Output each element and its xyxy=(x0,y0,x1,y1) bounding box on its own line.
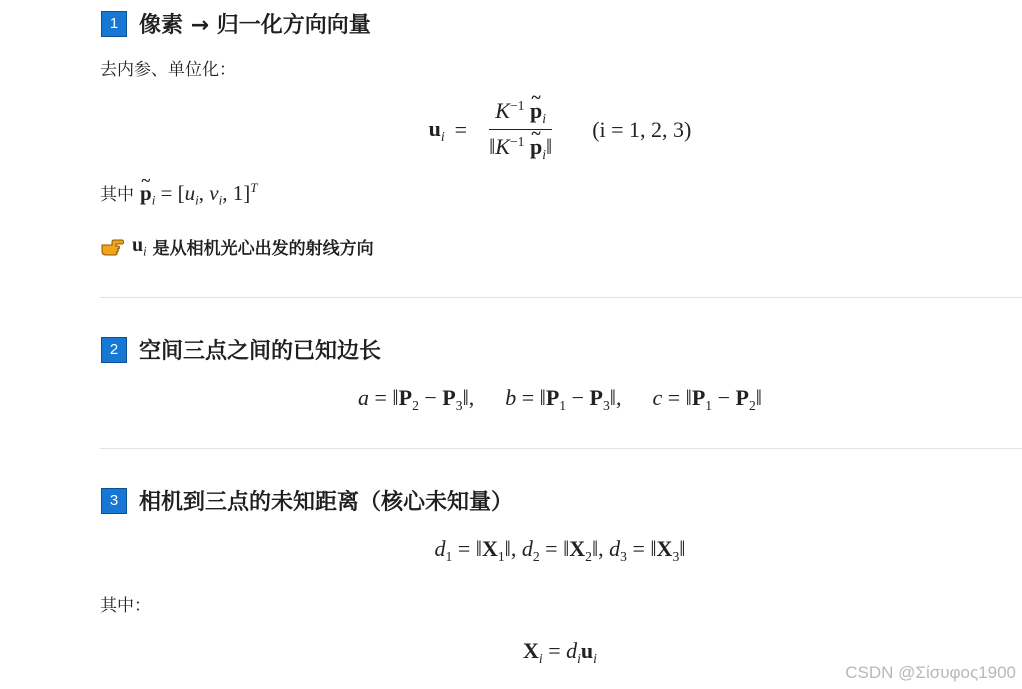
pointing-hand-icon xyxy=(100,237,124,257)
section-1-heading xyxy=(101,8,371,39)
where-label: 其中： xyxy=(100,596,151,616)
pixel-definition: 其中 ~ $p_i = [u_i$, $v_i$, 1]$^T$ xyxy=(100,180,257,209)
index-condition: (i = 1, 2, 3) xyxy=(592,117,692,142)
where-label: 其中 xyxy=(100,185,134,205)
point-position-equation: $X_i = d_iu_i$ xyxy=(523,637,597,666)
section-2-heading xyxy=(101,334,381,365)
ray-direction-note: $u_i$ 是从相机光心出发的射线方向 xyxy=(100,234,374,259)
note-text: 是从相机光心出发的射线方向 xyxy=(152,239,374,260)
distances-equation: $d_1$ = $‖X_1‖$, $d_2$ = $‖X_2‖$, $d_3$ = $‖X_3‖$ xyxy=(434,535,686,564)
section-3-heading xyxy=(101,485,513,516)
section-divider xyxy=(100,297,1022,298)
section-number-badge: 1 xyxy=(101,11,127,37)
direction-vector-equation: $u_i$ = $\frac{K^{-1} \sim p_i}{‖K^{-1} \sim p_i‖}$ (i = 1, 2, 3) xyxy=(100,98,1020,162)
section-divider xyxy=(100,448,1022,449)
edge-lengths-equation: $a = ‖P_2$ − $P_3‖$, $b = ‖P_1$ − $P_3‖$, $c = ‖P_1$ − $P_2‖$ xyxy=(358,384,762,413)
section-title: 像素 → 归一化方向向量 xyxy=(139,13,371,38)
watermark: CSDN @Σίσυφος1900 xyxy=(845,663,1016,682)
section-title: 空间三点之间的已知边长 xyxy=(139,339,382,364)
section-number-badge: 3 xyxy=(101,488,127,514)
section-title: 相机到三点的未知距离（核心未知量） xyxy=(139,490,514,515)
intro-text: 去内参、单位化： xyxy=(100,60,236,80)
section-number-badge: 2 xyxy=(101,337,127,363)
